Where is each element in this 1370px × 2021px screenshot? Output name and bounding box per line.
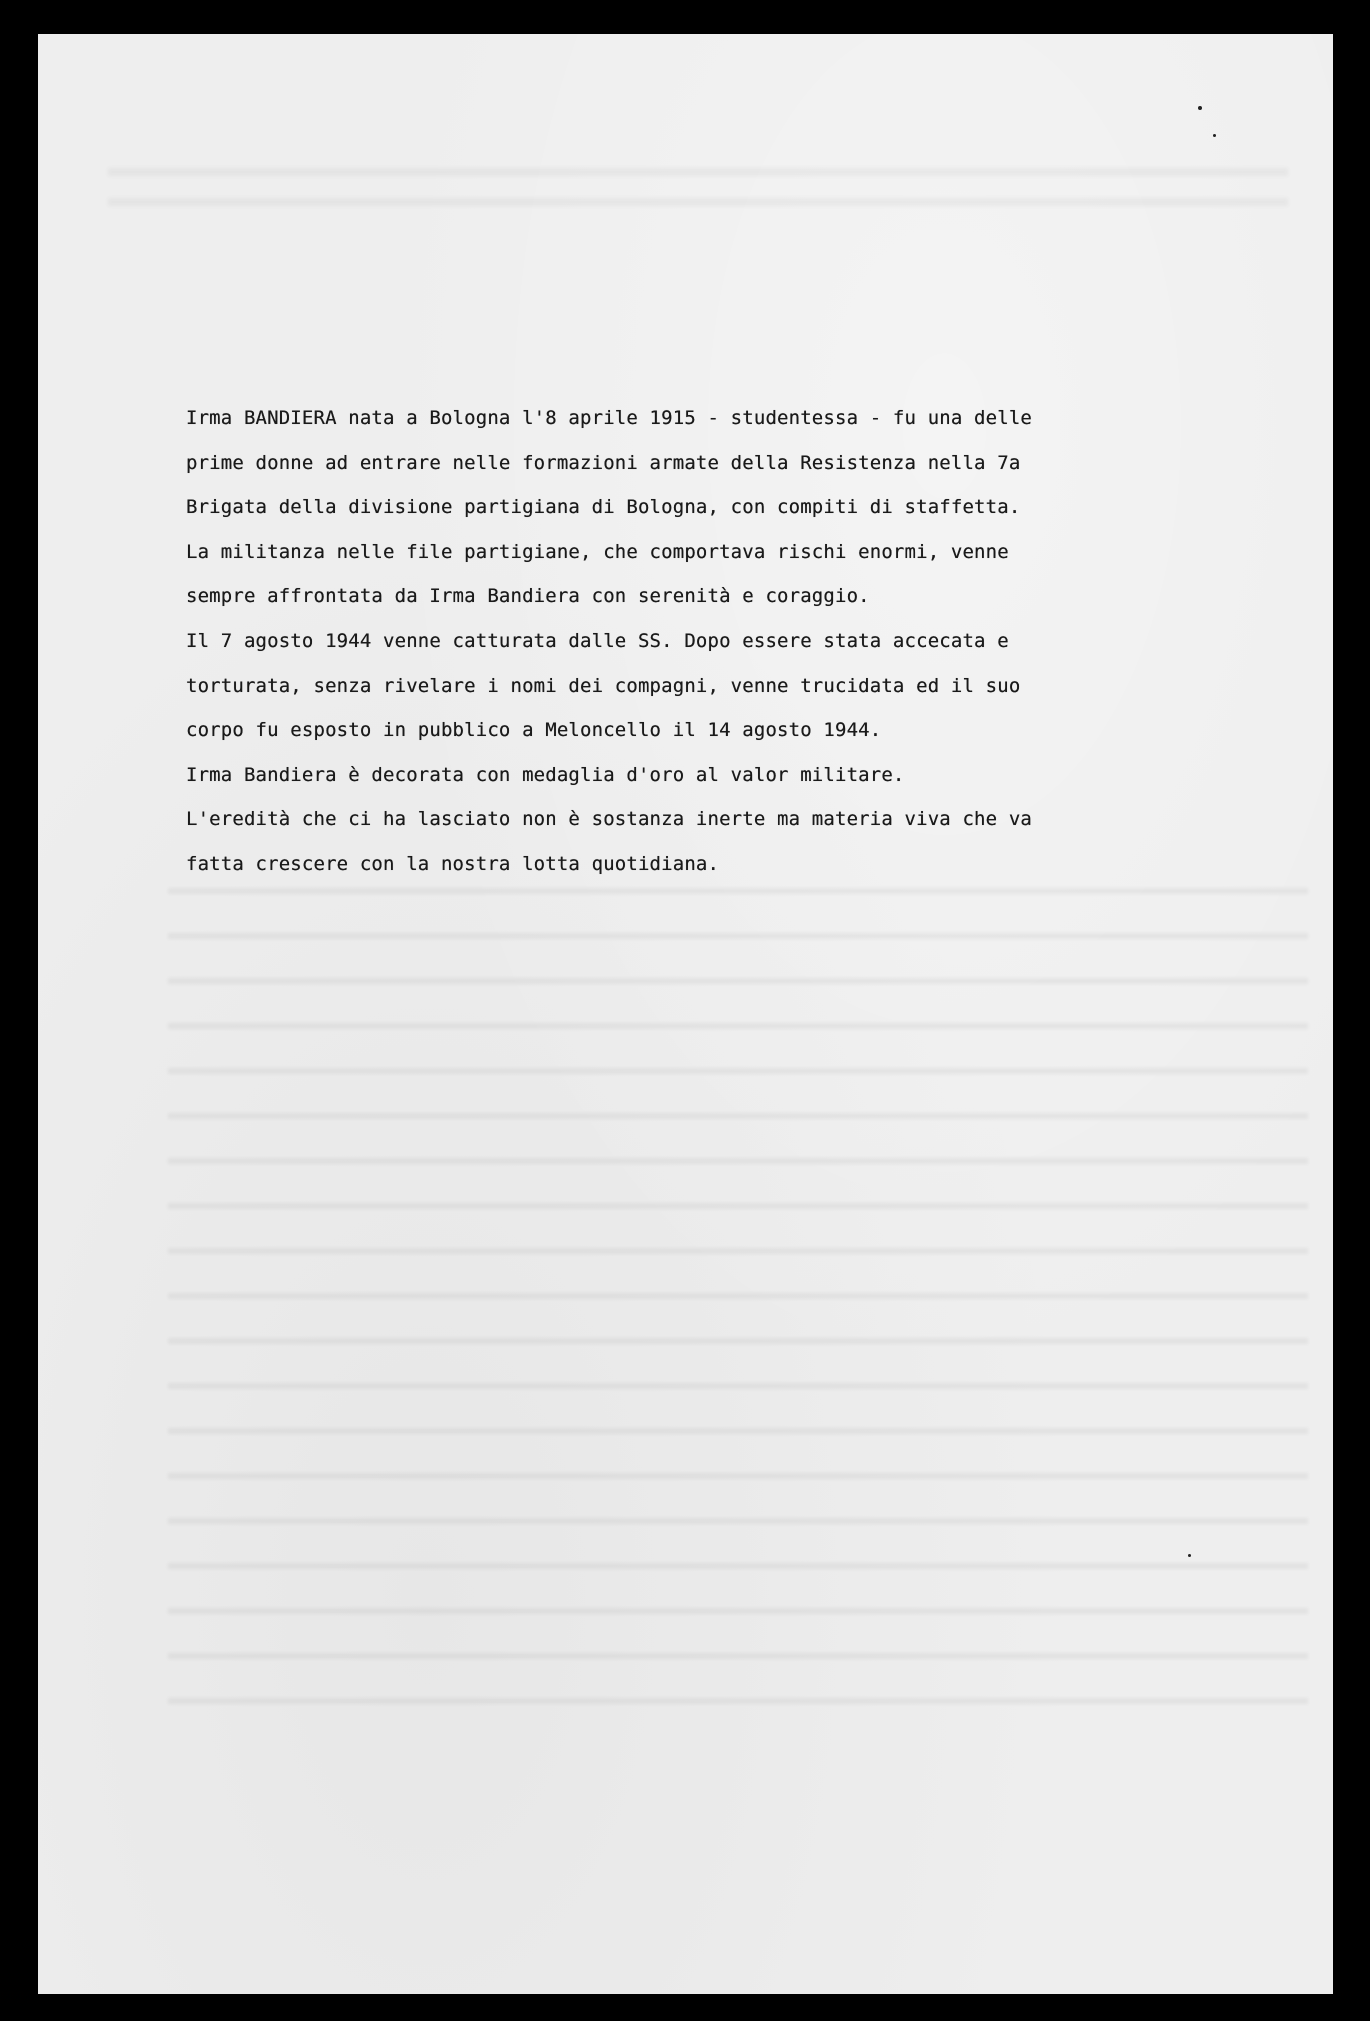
text-line: Brigata della divisione partigiana di Bologna, con compiti di staffetta.	[186, 496, 1021, 519]
bleed-through-text	[168, 854, 1308, 1714]
text-line: Irma BANDIERA nata a Bologna l'8 aprile 1915 - studentessa - fu una delle	[186, 407, 1032, 429]
text-line: prime donne ad entrare nelle formazioni armate della Resistenza nella 7a	[186, 451, 1021, 474]
text-line: La militanza nelle file partigiane, che comportava rischi enormi, venne	[186, 540, 1009, 563]
text-line: Irma Bandiera è decorata con medaglia d'oro al valor militare.	[186, 763, 905, 786]
text-line: torturata, senza rivelare i nomi dei compagni, venne trucidata ed il suo	[186, 674, 1021, 697]
text-line: L'eredità che ci ha lasciato non è sostanza inerte ma materia viva che va	[186, 808, 1032, 831]
ink-speck	[1213, 134, 1216, 137]
typed-text-block	[186, 396, 1186, 887]
text-line: fatta crescere con la nostra lotta quotidiana.	[186, 852, 720, 875]
text-line: sempre affrontata da Irma Bandiera con serenità e coraggio.	[186, 585, 870, 608]
paper-sheet	[38, 34, 1333, 1994]
ink-speck	[1198, 106, 1202, 110]
ink-speck	[1188, 1554, 1191, 1557]
text-line: Il 7 agosto 1944 venne catturata dalle SS. Dopo essere stata accecata e	[186, 629, 1009, 652]
text-line: corpo fu esposto in pubblico a Meloncello il 14 agosto 1944.	[186, 719, 882, 742]
bleed-through-top	[108, 154, 1288, 214]
